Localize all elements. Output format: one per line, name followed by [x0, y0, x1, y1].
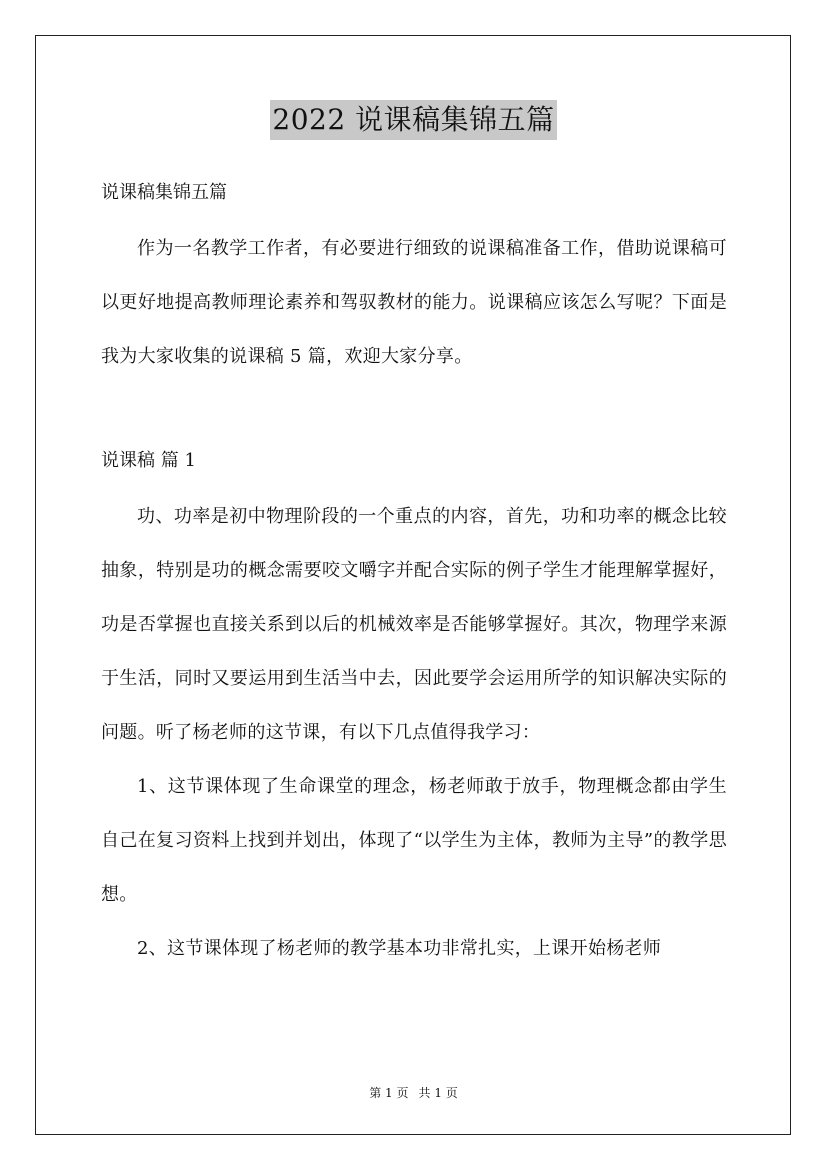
body-paragraph: 1、这节课体现了生命课堂的理念，杨老师敢于放手，物理概念都由学生自己在复习资料上找到并划出，体现了“以学生为主体，教师为主导”的教学思想。 [101, 776, 727, 905]
title-container [0, 100, 827, 140]
intro-paragraph: 作为一名教学工作者，有必要进行细致的说课稿准备工作，借助说课稿可以更好地提高教师理论素养和驾驭教材的能力。说课稿应该怎么写呢？下面是我为大家收集的说课稿 5 篇，欢迎大家分享。 [101, 238, 727, 367]
document-subtitle: 说课稿集锦五篇 [101, 182, 227, 203]
page-number: 第 1 页 [369, 1086, 409, 1100]
document-body [101, 172, 727, 976]
body-paragraph: 功、功率是初中物理阶段的一个重点的内容，首先，功和功率的概念比较抽象，特别是功的概念需要咬文嚼字并配合实际的例子学生才能理解掌握好，功是否掌握也直接关系到以后的机械效率是否能够掌握好。其次，物理学来源于生活，同时又要运用到生活当中去，因此要学会运用所学的知识解决实际的问题。听了杨老师的这节课，有以下几点值得我学习： [101, 506, 727, 743]
section-heading: 说课稿 篇 1 [101, 450, 196, 471]
page-footer [0, 1084, 827, 1102]
document-title: 2022 说课稿集锦五篇 [270, 100, 556, 140]
page-total: 共 1 页 [418, 1086, 458, 1100]
body-paragraph: 2、这节课体现了杨老师的教学基本功非常扎实，上课开始杨老师 [137, 938, 662, 959]
